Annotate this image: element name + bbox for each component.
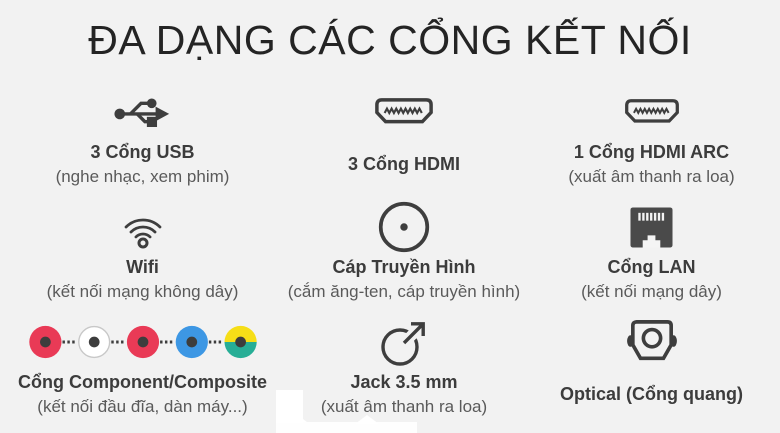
port-label: 3 Cổng HDMI (348, 154, 460, 174)
port-label: Cổng Component/Composite (18, 372, 267, 392)
port-item-optical (523, 308, 780, 433)
port-item-hdmi-arc (523, 78, 780, 193)
port-label: Wifi (126, 257, 159, 277)
port-label: 1 Cổng HDMI ARC (573, 142, 730, 162)
port-item-wifi (0, 193, 285, 308)
port-sublabel: (xuất âm thanh ra loa) (568, 167, 735, 186)
port-sublabel: (nghe nhạc, xem phim) (55, 167, 230, 186)
cutoff-white-strip (276, 422, 417, 433)
jack-3-5mm-icon (378, 316, 430, 368)
port-sublabel: (kết nối mạng dây) (581, 282, 722, 301)
ports-grid (0, 78, 780, 433)
port-item-usb (0, 78, 285, 193)
usb-icon (113, 86, 173, 138)
port-sublabel: (xuất âm thanh ra loa) (320, 397, 488, 416)
port-label: Jack 3.5 mm (350, 372, 458, 392)
port-label: 3 Cổng USB (90, 142, 195, 162)
port-label: Optical (Cổng quang) (560, 384, 743, 404)
hdmi-arc-icon (622, 86, 682, 138)
hdmi-icon (372, 86, 436, 138)
optical-port-icon (626, 316, 678, 368)
port-item-lan (523, 193, 780, 308)
port-item-hdmi (285, 78, 523, 193)
coaxial-antenna-icon (377, 201, 431, 253)
page-title: ĐA DẠNG CÁC CỔNG KẾT NỐI (88, 17, 692, 63)
wifi-icon (116, 201, 170, 253)
cutoff-white-triangle (283, 413, 307, 422)
port-item-component-composite (0, 308, 285, 433)
lan-port-icon (629, 201, 674, 253)
port-item-cable-tv (285, 193, 523, 308)
cutoff-white-triangle (355, 415, 379, 424)
port-label: Cáp Truyền Hình (332, 257, 476, 277)
port-sublabel: (kết nối mạng không dây) (46, 282, 239, 301)
port-item-jack (285, 308, 523, 433)
port-sublabel: (cắm ăng-ten, cáp truyền hình) (287, 282, 521, 301)
component-composite-rca-icon (21, 316, 265, 368)
port-sublabel: (kết nối đầu đĩa, dàn máy...) (37, 397, 248, 416)
port-label: Cổng LAN (607, 257, 696, 277)
